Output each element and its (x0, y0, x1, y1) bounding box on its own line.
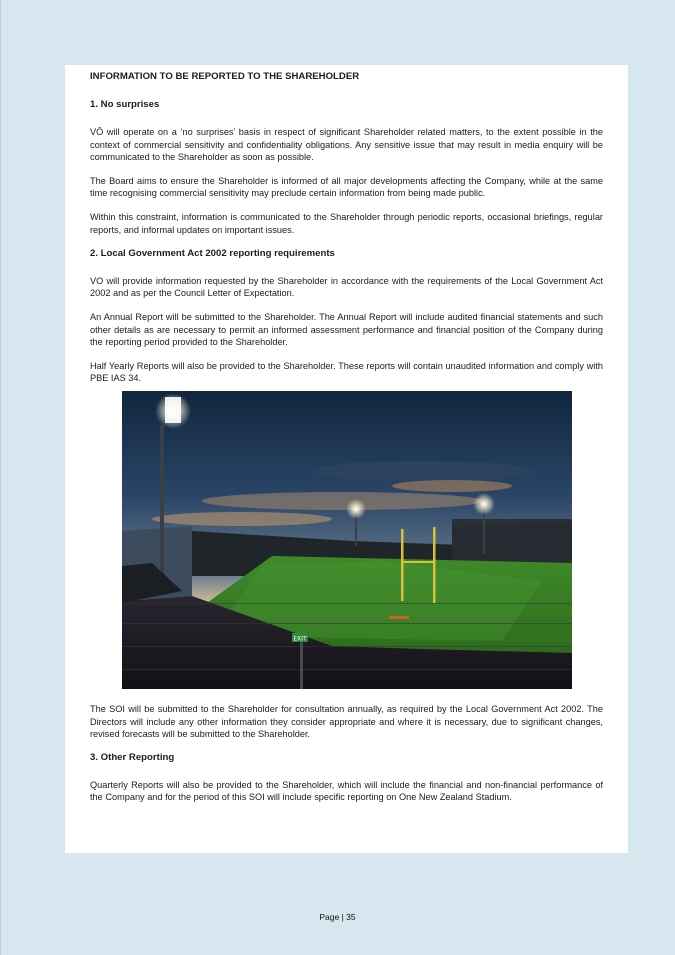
pitch-signage (389, 616, 409, 619)
goal-post (433, 527, 436, 603)
stadium-photo (122, 391, 572, 689)
floodlight (473, 493, 495, 515)
section-heading-lga-reporting: 2. Local Government Act 2002 reporting requirements (90, 247, 335, 259)
cloud (312, 461, 532, 481)
floodlight-bulb (165, 397, 181, 423)
paragraph: Within this constraint, information is communicated to the Shareholder through periodic reports, occasional briefings, regular reports, and informal updates on important issues. (90, 212, 603, 235)
left-edge-rule (0, 0, 1, 955)
paragraph: Half Yearly Reports will also be provided to the Shareholder. These reports will contain unaudited information and comply with PBE IAS 34. (90, 361, 603, 384)
exit-sign-label: EXIT (292, 635, 307, 643)
paragraph: VO will provide information requested by the Shareholder in accordance with the requirements of the Local Government Act 2002 and as per the Council Letter of Expectation. (90, 276, 603, 299)
crowd-row (122, 669, 572, 670)
paragraph: The Board aims to ensure the Shareholder is informed of all major developments affecting the Company, while at the same time recognising commercial sensitivity may preclude certain information from being made public. (90, 176, 603, 199)
light-tower (160, 425, 164, 575)
paragraph: An Annual Report will be submitted to the Shareholder. The Annual Report will include audited financial statements and such other details as are necessary to permit an informed assessment performance and financial position of the Company during the reporting period provided to the Shareholder. (90, 312, 603, 347)
goal-post (401, 529, 404, 601)
page-number: Page | 35 (319, 912, 356, 922)
cloud (152, 512, 332, 526)
document-page (65, 65, 628, 853)
document-title: INFORMATION TO BE REPORTED TO THE SHAREHOLDER (90, 71, 360, 82)
floodlight (346, 499, 366, 519)
goal-crossbar (401, 561, 435, 563)
paragraph: The SOI will be submitted to the Shareholder for consultation annually, as required by the Local Government Act 2002. The Directors will include any other information they consider appropriate and where it is necessary, due to significant changes, revised forecasts will be submitted to the Shareholder. (90, 704, 603, 739)
crowd-row (122, 603, 572, 604)
section-heading-no-surprises: 1. No surprises (90, 99, 160, 111)
crowd-row (122, 646, 572, 647)
paragraph: Quarterly Reports will also be provided to the Shareholder, which will include the financial and non-financial performance of the Company and for the period of this SOI will include specific reporting on One New Zealand Stadium. (90, 780, 603, 803)
railing (300, 642, 303, 689)
cloud (202, 492, 482, 510)
cloud (392, 480, 512, 492)
paragraph: VŌ will operate on a ‘no surprises’ basis in respect of significant Shareholder related matters, to the extent possible in the context of commercial sensitivity and confidentiality obligations. Any sensitive issue that may result in media enquiry will be communicated to the Shareholder as soon as possible. (90, 127, 603, 162)
section-heading-other-reporting: 3. Other Reporting (90, 752, 175, 764)
crowd-row (122, 623, 572, 624)
